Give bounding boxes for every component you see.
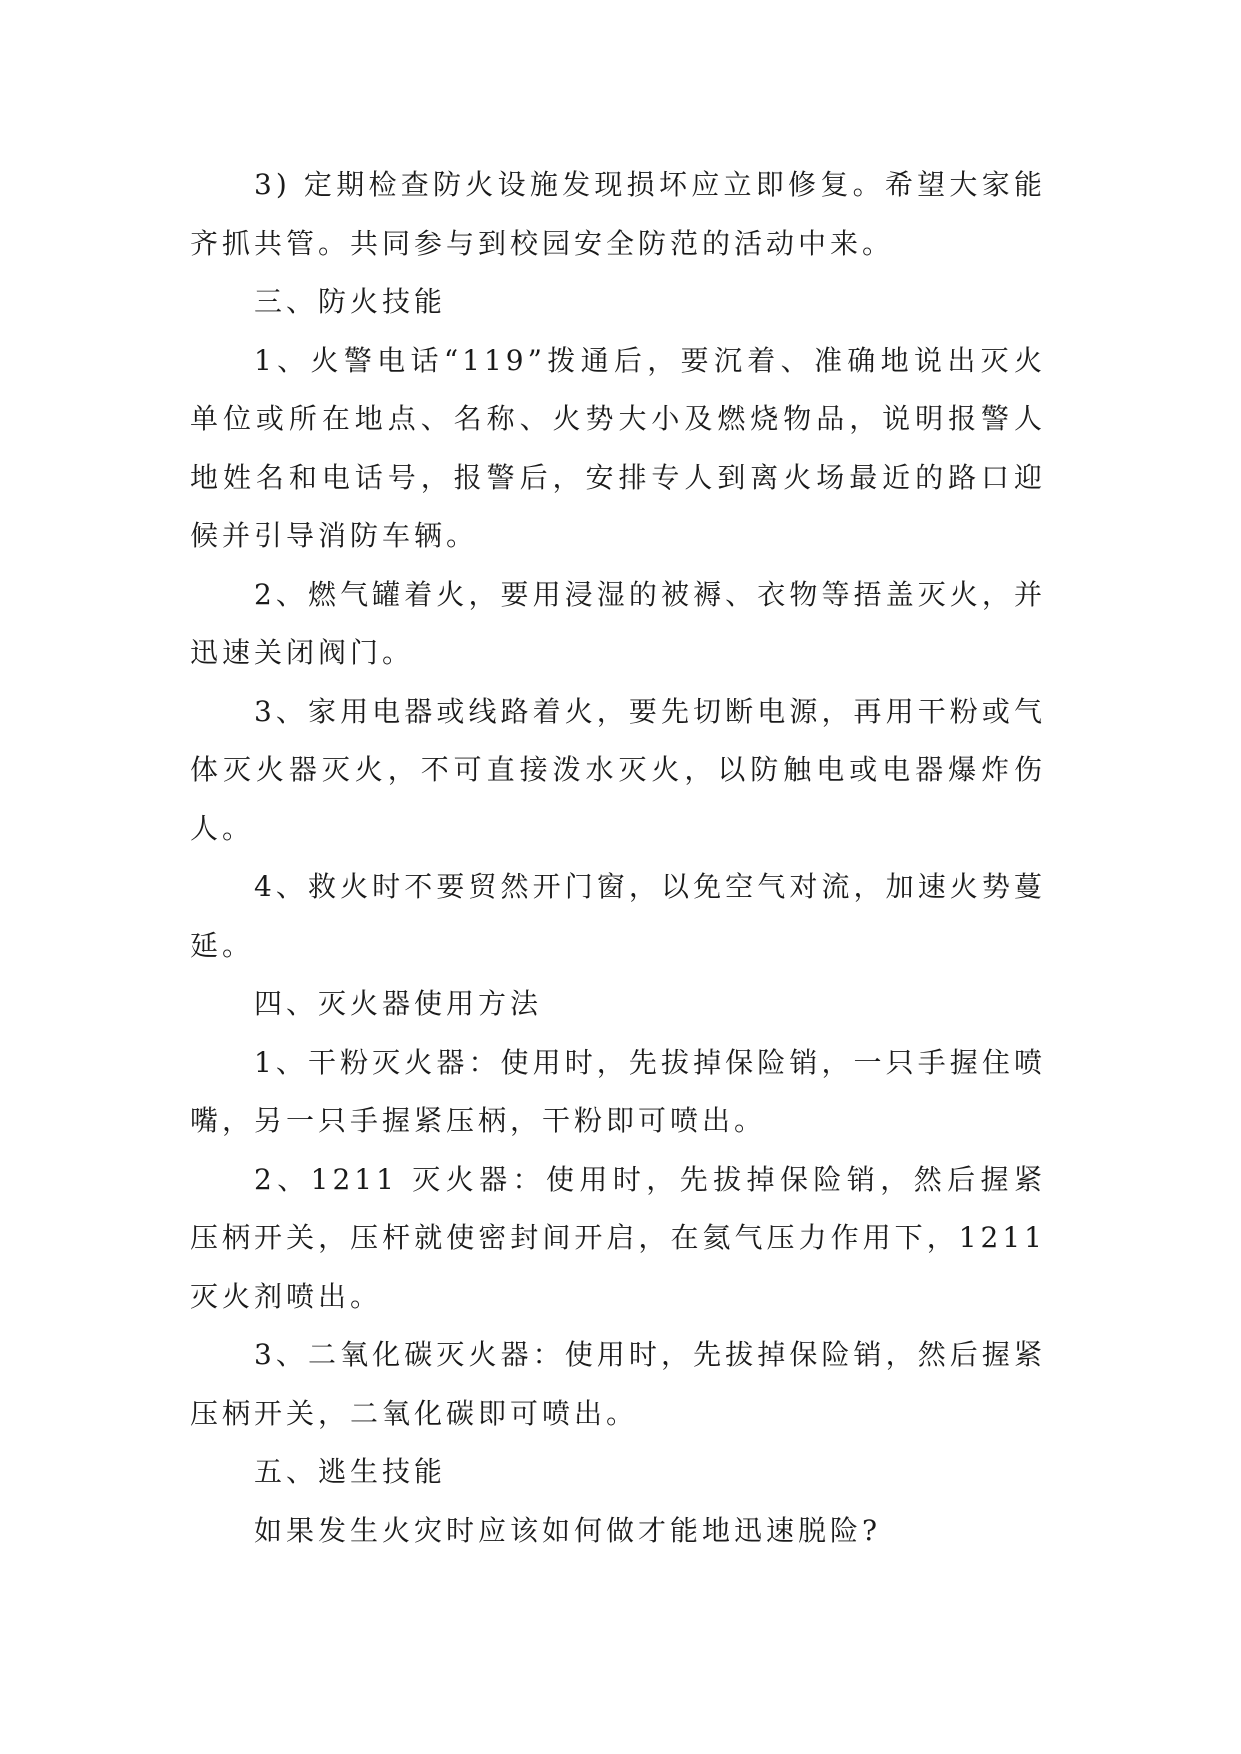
paragraph-escape-question: 如果发生火灾时应该如何做才能地迅速脱险? xyxy=(254,1513,882,1547)
section-heading-fire-skills: 三、防火技能 xyxy=(254,285,447,318)
paragraph-electrical-fire: 3、家用电器或线路着火，要先切断电源，再用干粉或气体灭火器灭火，不可直接泼水灭火，以防触电或电器爆炸伤人。 xyxy=(190,694,1046,845)
paragraph-fire-alarm-call: 1、火警电话“119”拨通后，要沉着、准确地说出灭火单位或所在地点、名称、火势大小及燃烧物品，说明报警人地姓名和电话号，报警后，安排专人到离火场最近的路口迎候并引导消防车辆。 xyxy=(190,343,1046,552)
document-body xyxy=(190,156,1046,1560)
paragraph-1211-extinguisher: 2、1211 灭火器：使用时，先拔掉保险销，然后握紧压柄开关，压杆就使密封间开启，在氦气压力作用下，1211 灭火剂喷出。 xyxy=(190,1162,1046,1313)
paragraph-dry-powder-extinguisher: 1、干粉灭火器：使用时，先拔掉保险销，一只手握住喷嘴，另一只手握紧压柄，干粉即可喷出。 xyxy=(190,1045,1046,1137)
paragraph-co2-extinguisher: 3、二氧化碳灭火器：使用时，先拔掉保险销，然后握紧压柄开关，二氧化碳即可喷出。 xyxy=(190,1338,1046,1430)
paragraph-inspection: 3) 定期检查防火设施发现损坏应立即修复。希望大家能齐抓共管。共同参与到校园安全防范的活动中来。 xyxy=(190,168,1046,260)
paragraph-gas-tank-fire: 2、燃气罐着火，要用浸湿的被褥、衣物等捂盖灭火，并迅速关闭阀门。 xyxy=(190,577,1046,669)
paragraph-doors-windows: 4、救火时不要贸然开门窗，以免空气对流，加速火势蔓延。 xyxy=(190,870,1046,962)
section-heading-escape-skills: 五、逃生技能 xyxy=(254,1455,447,1488)
section-heading-extinguisher-use: 四、灭火器使用方法 xyxy=(254,987,543,1020)
